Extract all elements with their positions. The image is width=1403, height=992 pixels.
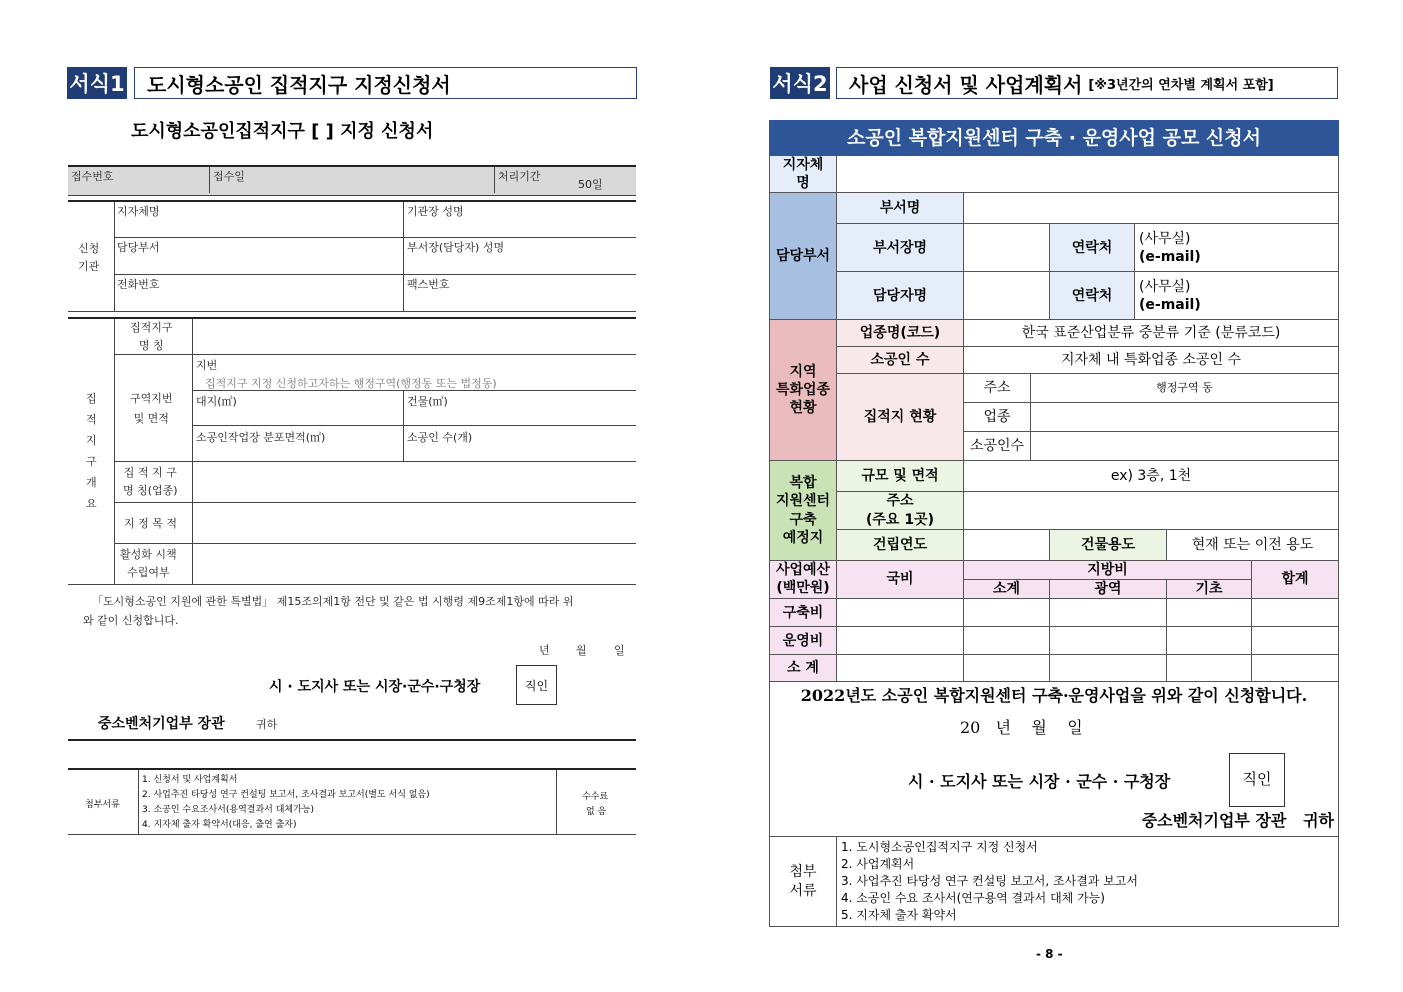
operate-metro[interactable] xyxy=(1050,627,1167,655)
scale-value: ex) 3층, 1천 xyxy=(964,461,1339,492)
operate-national[interactable] xyxy=(837,627,964,655)
local-gov-label: 지자체 명 xyxy=(770,156,837,193)
smb-count-label-r: 소공인 수 xyxy=(837,347,964,374)
cluster-name-label xyxy=(130,319,173,355)
attachment-right-5: 5. 지자체 출자 확약서 xyxy=(841,908,957,923)
industry-code-value: 한국 표준산업분류 중분류 기준 (분류코드) xyxy=(964,320,1339,347)
building-label: 건물(㎡) xyxy=(407,395,448,408)
office-label-1: (사무실) xyxy=(1139,230,1191,247)
overview-char-6: 요 xyxy=(86,497,97,510)
address-value: 행정구역 동 xyxy=(1031,374,1339,403)
built-year-value[interactable] xyxy=(964,529,1050,560)
form2-tag: 서식2 xyxy=(770,67,830,99)
contact-label-1: 연락처 xyxy=(1050,224,1135,272)
org-name-label: 지자체명 xyxy=(117,205,160,218)
attachment-right-4: 4. 소공인 수요 조사서(연구용역 결과서 대체 가능) xyxy=(841,891,1105,906)
email-label-2: (e-mail) xyxy=(1139,296,1201,313)
attachment-left-2: 2. 사업추진 타당성 연구 컨설팅 보고서, 조사결과 보고서(별도 서식 없음) xyxy=(142,790,430,800)
receipt-bar xyxy=(68,165,636,196)
budget-label: 사업예산 (백만원) xyxy=(770,560,837,598)
cluster-name-line-2: 명 칭 xyxy=(138,339,164,352)
form1-header: 도시형소공인 집적지구 지정신청서 xyxy=(134,67,637,99)
attachment-left-3: 3. 소공인 수요조사서(용역결과서 대체가능) xyxy=(142,805,314,815)
industry-label-r: 업종 xyxy=(964,403,1031,432)
processing-period-value: 50일 xyxy=(578,178,603,191)
area-line-2: 및 면적 xyxy=(133,412,169,425)
dept-head-label: 부서장명 xyxy=(837,224,964,272)
bldg-use-label: 건물용도 xyxy=(1050,529,1167,560)
plan-label xyxy=(120,546,177,582)
dept-head-label: 부서장(담당자) 성명 xyxy=(407,241,505,254)
cluster-status-label: 집적지 현황 xyxy=(837,374,964,461)
addr-main-label: 주소 (주요 1곳) xyxy=(837,492,964,529)
workshop-area-label: 소공인작업장 분포면적(㎡) xyxy=(196,431,326,444)
dept-label: 담당부서 xyxy=(117,241,160,254)
lot-label: 지번 xyxy=(196,359,218,372)
seal-box-right: 직인 xyxy=(1229,753,1285,807)
build-total[interactable] xyxy=(1252,599,1339,627)
declaration-cell xyxy=(770,682,1339,837)
attach-label-left: 첨부서류 xyxy=(85,800,120,810)
declaration-date: 20 년 월 일 xyxy=(960,718,1083,738)
addr-main-value[interactable] xyxy=(964,492,1339,529)
attachment-right-1: 1. 도시형소공인집적지구 지정 신청서 xyxy=(841,840,1038,855)
overview-char-2: 적 xyxy=(86,413,97,426)
local-label: 지방비 xyxy=(964,560,1252,579)
smb-count-value-r: 지자체 내 특화업종 소공인 수 xyxy=(964,347,1339,374)
processing-period-label: 처리기간 xyxy=(498,170,541,183)
overview-char-3: 지 xyxy=(86,434,97,447)
form2-header-text: 사업 신청서 및 사업계획서 xyxy=(849,72,1083,97)
sum-total[interactable] xyxy=(1252,655,1339,682)
fee-label: 수수료 xyxy=(582,792,609,802)
overview-char-4: 구 xyxy=(86,455,97,468)
build-metro[interactable] xyxy=(1050,599,1167,627)
form2-header xyxy=(836,67,1338,99)
national-label: 국비 xyxy=(837,560,964,598)
email-label-1: (e-mail) xyxy=(1139,248,1201,265)
area-line-1: 구역지번 xyxy=(130,392,173,405)
seal-box-left: 직인 xyxy=(516,665,557,705)
industry-value-r[interactable] xyxy=(1031,403,1339,432)
sum-metro[interactable] xyxy=(1050,655,1167,682)
statement-line-2: 와 같이 신청합니다. xyxy=(83,614,179,627)
contact-value-2 xyxy=(1135,272,1339,320)
overview-label xyxy=(86,388,97,514)
operate-subtotal[interactable] xyxy=(964,627,1050,655)
attachments-right xyxy=(837,837,1339,927)
staff-name-value[interactable] xyxy=(964,272,1050,320)
recipient-left: 중소벤처기업부 장관 xyxy=(98,716,225,732)
form2-header-note: [※3년간의 연차별 계획서 포함] xyxy=(1088,77,1274,93)
build-national[interactable] xyxy=(837,599,964,627)
total-label: 합계 xyxy=(1252,560,1339,598)
attach-label-right: 첨부 서류 xyxy=(770,837,837,927)
contact-value-1 xyxy=(1135,224,1339,272)
metro-label: 광역 xyxy=(1050,579,1167,598)
dept-head-value[interactable] xyxy=(964,224,1050,272)
sum-subtotal[interactable] xyxy=(964,655,1050,682)
industry-line-1: 집 적 지 구 xyxy=(123,466,177,479)
bldg-use-value: 현재 또는 이전 용도 xyxy=(1167,529,1339,560)
phone-label: 전화번호 xyxy=(117,278,160,291)
attachment-left-1: 1. 신청서 및 사업계획서 xyxy=(142,775,238,785)
sum-label: 소 계 xyxy=(770,655,837,682)
recipient-right: 중소벤처기업부 장관 귀하 xyxy=(1141,811,1334,831)
industry-line-2: 명 칭(업종) xyxy=(123,484,178,497)
operate-total[interactable] xyxy=(1252,627,1339,655)
cluster-name-line-1: 집적지구 xyxy=(130,321,173,334)
scale-label: 규모 및 면적 xyxy=(837,461,964,492)
date-day: 일 xyxy=(614,644,625,657)
lot-hint: 집적지구 지정 신청하고자하는 행정구역(행정동 또는 법정동) xyxy=(205,377,497,390)
dept-name-label: 부서명 xyxy=(837,193,964,224)
smb-people-label: 소공인수 xyxy=(964,432,1031,461)
office-label-2: (사무실) xyxy=(1139,278,1191,295)
fax-label: 팩스번호 xyxy=(407,278,450,291)
local-gov-value[interactable] xyxy=(837,156,1339,193)
statement-line-1: 「도시형소공인 지원에 관한 특별법」 제15조의제1항 전단 및 같은 법 시행령 제9조제1항에 따라 위 xyxy=(92,595,574,608)
page-number: - 8 - xyxy=(1036,947,1063,961)
contact-label-2: 연락처 xyxy=(1050,272,1135,320)
land-label: 대지(㎡) xyxy=(196,395,237,408)
industry-label xyxy=(123,464,178,500)
smb-people-value[interactable] xyxy=(1031,432,1339,461)
attachment-right-2: 2. 사업계획서 xyxy=(841,857,915,872)
date-year: 년 xyxy=(539,644,550,657)
basic-label: 기초 xyxy=(1167,579,1252,598)
receipt-date-label: 접수일 xyxy=(213,170,245,183)
attachments-left xyxy=(142,773,430,833)
sum-national[interactable] xyxy=(837,655,964,682)
plan-line-1: 활성화 시책 xyxy=(120,548,177,561)
smb-count-label: 소공인 수(개) xyxy=(407,431,473,444)
receipt-no-label: 접수번호 xyxy=(71,170,114,183)
center-plan-label: 복합 지원센터 구축 예정지 xyxy=(770,461,837,560)
operate-cost-label: 운영비 xyxy=(770,627,837,655)
build-subtotal[interactable] xyxy=(964,599,1050,627)
head-name-label: 기관장 성명 xyxy=(407,205,464,218)
signer-right: 시 · 도지사 또는 시장 · 군수 · 구청장 xyxy=(908,772,1171,792)
purpose-label: 지 정 목 적 xyxy=(124,517,177,530)
industry-code-label: 업종명(코드) xyxy=(837,320,964,347)
form1-title: 도시형소공인집적지구 [ ] 지정 신청서 xyxy=(131,121,434,142)
dept-name-value[interactable] xyxy=(964,193,1339,224)
staff-name-label: 담당자명 xyxy=(837,272,964,320)
applicant-label: 신청 기관 xyxy=(78,242,100,273)
area-label xyxy=(130,389,173,429)
overview-char-1: 집 xyxy=(86,392,97,405)
signer-left: 시 · 도지사 또는 시장·군수·구청장 xyxy=(269,679,481,695)
built-year-label: 건립연도 xyxy=(837,529,964,560)
build-basic[interactable] xyxy=(1167,599,1252,627)
dept-section-label: 담당부서 xyxy=(770,193,837,320)
recipient-suffix-left: 귀하 xyxy=(256,718,278,731)
sum-basic[interactable] xyxy=(1167,655,1252,682)
attachment-left-4: 4. 지자체 출자 확약서(대응, 출연 출자) xyxy=(142,820,297,830)
overview-char-5: 개 xyxy=(86,476,97,489)
date-month: 월 xyxy=(576,644,587,657)
form1-tag: 서식1 xyxy=(67,67,127,99)
plan-line-2: 수립여부 xyxy=(127,566,170,579)
regional-label: 지역 특화업종 현황 xyxy=(770,320,837,461)
address-label: 주소 xyxy=(964,374,1031,403)
build-cost-label: 구축비 xyxy=(770,599,837,627)
attachment-right-3: 3. 사업추진 타당성 연구 컨설팅 보고서, 조사결과 보고서 xyxy=(841,874,1138,889)
fee-value: 없 음 xyxy=(586,807,607,817)
application-table xyxy=(769,120,1339,927)
operate-basic[interactable] xyxy=(1167,627,1252,655)
declaration-text: 2022년도 소공인 복합지원센터 구축·운영사업을 위와 같이 신청합니다. xyxy=(800,686,1308,706)
subtotal-label: 소계 xyxy=(964,579,1050,598)
table-title: 소공인 복합지원센터 구축 · 운영사업 공모 신청서 xyxy=(770,121,1339,156)
